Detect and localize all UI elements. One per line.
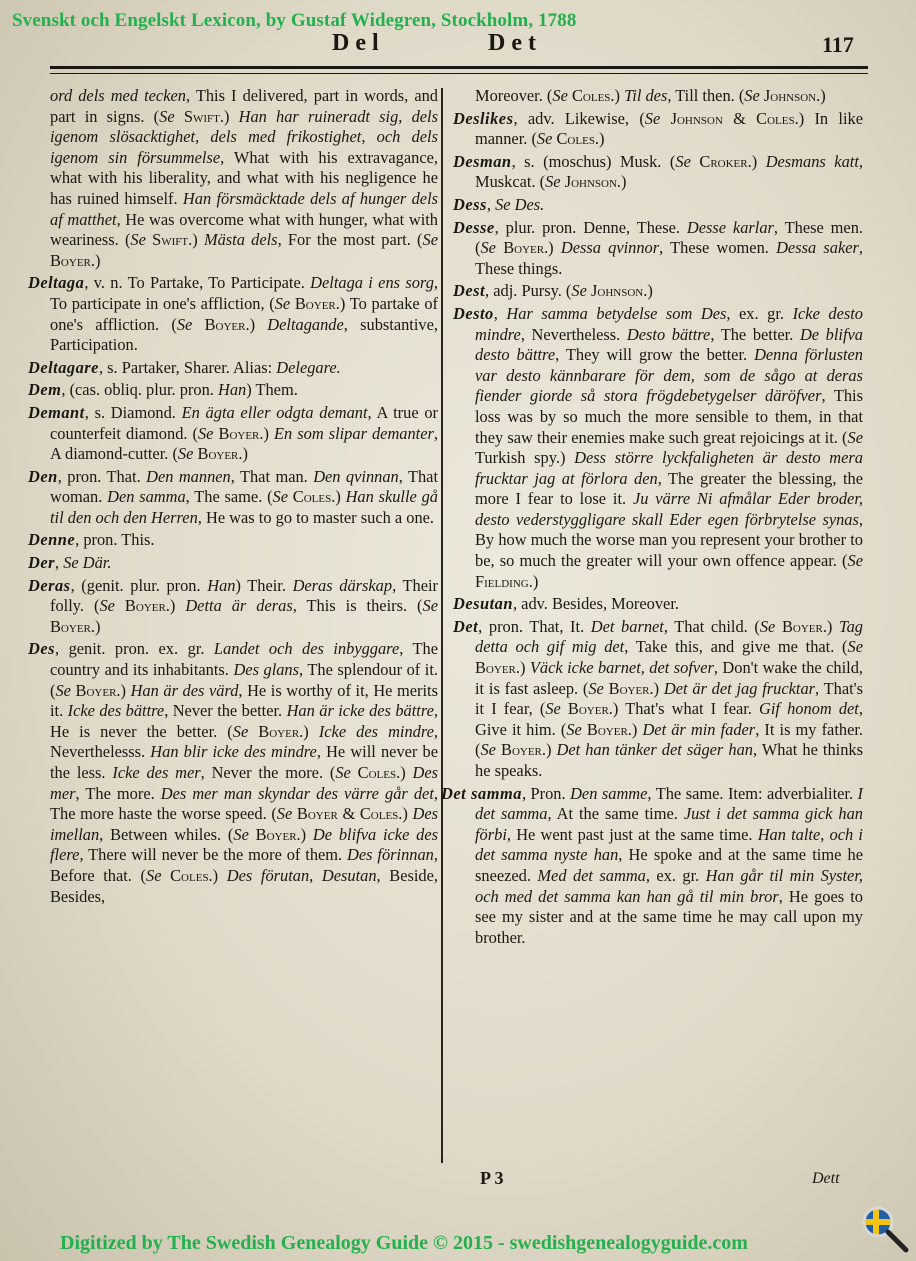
signature-mark: P 3 [480, 1168, 504, 1188]
left-entry: ord dels med tecken, This I delivered, part in words, and part in signs. (Se Swift.) Han har ruineradt sig, dels igenom slösacktighet, dels med frikostighet, och dels igenom sin försummelse, What with his extravagance, what with his liberality, and what with his negligence he has ruined himself. Han försmäcktade dels af hunger dels af matthet, He was overcome what with hunger, what with weariness. (Se Swift.) Mästa dels, For the most part. (Se Boyer.) [50, 86, 439, 270]
left-entry: Denne, pron. This. [28, 530, 155, 550]
column-divider [441, 88, 443, 1163]
left-entry: Deras, (genit. plur. pron. Han) Their. Deras därskap, Their folly. (Se Boyer.) Detta är deras, This is theirs. (Se Boyer.) [28, 575, 438, 636]
page-number: 117 [822, 32, 854, 57]
left-entry: Deltaga, v. n. To Partake, To Participate. Deltaga i ens sorg, To participate in one's affliction, (Se Boyer.) To partake of one's affliction. (Se Boyer.) Deltagande, substantive, Participation. [28, 273, 439, 355]
right-entry: Desman, s. (moschus) Musk. (Se Croker.) Desmans katt, Muskcat. (Se Johnson.) [453, 151, 863, 192]
right-entry: Det, pron. That, It. Det barnet, That child. (Se Boyer.) Tag detta och gif mig det, Take this, and give me that. (Se Boyer.) Väck icke barnet, det sofver, Don't wake the child, it is fast asleep. (Se Boyer.) Det är det jag frucktar, That's it I fear, (Se Boyer.) That's what I fear. Gif honom det, Give it him. (Se Boyer.) Det är min fader, It is my father. (Se Boyer.) Det han tänker det säger han, What he thinks he speaks. [453, 616, 864, 780]
right-entry: Desse, plur. pron. Denne, These. Desse karlar, These men. (Se Boyer.) Dessa qvinnor, These women. Dessa saker, These things. [453, 217, 864, 278]
right-entry: Moreover. (Se Coles.) Til des, Till then. (Se Johnson.) [475, 86, 826, 105]
left-entry: Des, genit. pron. ex. gr. Landet och des inbyggare, The country and its inhabitants. Des glans, The splendour of it. (Se Boyer.) Han är des värd, He is worthy of it, He merits it. Icke des bättre, Never the better. Han är icke des bättre, He is never the better. (Se Boyer.) Icke des mindre, Neverthelesss. Han blir icke des mindre, He will never be the less. Icke des mer, Never the more. (Se Coles.) Des mer, The more. Des mer man skyndar des värre går det, The more haste the worse speed. (Se Boyer & Coles.) Des imellan, Between whiles. (Se Boyer.) De blifva icke des flere, There will never be the more of them. Des förinnan, Before that. (Se Coles.) Des förutan, Desutan, Beside, Besides, [28, 639, 439, 906]
header-rule-thin [50, 73, 868, 74]
left-entry: Deltagare, s. Partaker, Sharer. Alias: Delegare. [28, 357, 341, 377]
digitizer-footer: Digitized by The Swedish Genealogy Guide © 2015 - swedishgenealogyguide.com [60, 1232, 748, 1254]
right-entry: Desto, Har samma betydelse som Des, ex. gr. Icke desto mindre, Nevertheless. Desto bättre, The better. De blifva desto bättre, They will grow the better. Denna förlusten var desto kännbarare för dem, som de sågo at deras fiender giorde så stora frögdebetygelser däröfver, This loss was by so much the more sensible to them, in that they saw their enemies make such great rejoicings at it. (Se Turkish spy.) Dess större lyckfaligheten är desto mera frucktar jag at förlora den, The greater the blessing, the more I fear to lose it. Ju värre Ni afmålar Eder broder, desto vederstyggligare skall Eder egen förbrytelse synas, By how much the worse man you represent your brother to be, so much the greater will your own offence appear. (Se Fielding.) [453, 303, 863, 591]
right-entry: Dess, Se Des. [453, 194, 545, 214]
right-entry: Desutan, adv. Besides, Moreover. [453, 594, 679, 614]
left-entry: Den, pron. That. Den mannen, That man. Den qvinnan, That woman. Den samma, The same. (Se Coles.) Han skulle gå til den och den Herren, He was to go to master such a one. [28, 466, 438, 527]
right-running-head: Det [488, 30, 542, 56]
catchword: Dett [812, 1170, 840, 1187]
header-rule-thick [50, 66, 868, 69]
right-column [441, 86, 864, 950]
left-running-head: Del [332, 30, 385, 56]
right-entry: Dest, adj. Pursy. (Se Johnson.) [453, 281, 653, 301]
right-entry: Deslikes, adv. Likewise, (Se Johnson & Coles.) In like manner. (Se Coles.) [453, 108, 863, 149]
left-entry: Der, Se Där. [28, 553, 112, 573]
right-entry: Det samma, Pron. Den samme, The same. Item: adverbialiter. I det samma, At the same time. Just i det samma gick han förbi, He went past just at the same time. Han talte, och i det samma nyste han, He spoke and at the same time he sneezed. Med det samma, ex. gr. Han går til min Syster, och med det samma kan han gå til min bror, He goes to see my sister and at the same time he may call upon my brother. [441, 783, 864, 947]
left-column [28, 86, 438, 909]
page-header [0, 30, 916, 66]
left-entry: Dem, (cas. obliq. plur. pron. Han) Them. [28, 380, 298, 400]
swedish-flag-magnifier-icon [860, 1204, 912, 1256]
source-banner: Svenskt och Engelskt Lexicon, by Gustaf Widegren, Stockholm, 1788 [12, 10, 577, 31]
left-entry: Demant, s. Diamond. En ägta eller odgta demant, A true or counterfeit diamond. (Se Boyer.) En som slipar demanter, A diamond-cutter. (Se Boyer.) [28, 402, 438, 464]
